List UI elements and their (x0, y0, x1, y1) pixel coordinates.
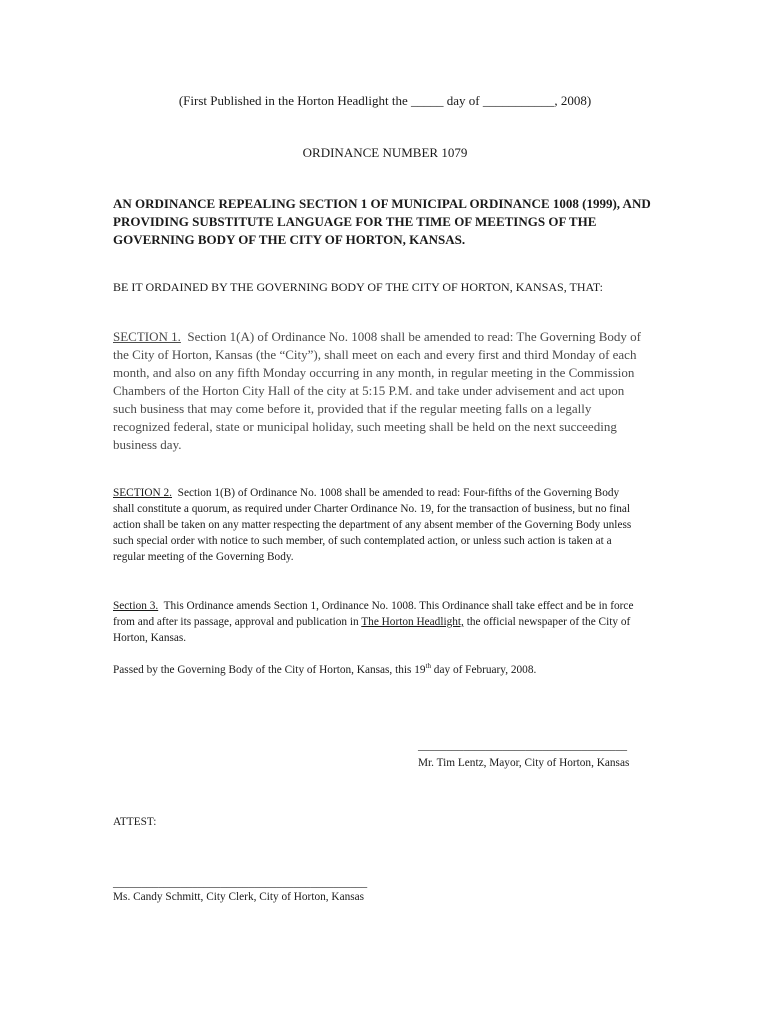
section-3-heading: Section 3. (113, 600, 159, 612)
newspaper-name: The Horton Headlight, (361, 616, 464, 628)
section-1-heading: SECTION 1. (113, 329, 181, 344)
passed-statement (113, 662, 673, 676)
clerk-name: Ms. Candy Schmitt, City Clerk, City of Horton, Kansas (113, 891, 365, 903)
ordained-clause: BE IT ORDAINED BY THE GOVERNING BODY OF THE CITY OF HORTON, KANSAS, THAT: (113, 280, 603, 294)
section-1 (113, 328, 643, 454)
section-3 (113, 598, 643, 646)
mayor-signature-line: _____________________________________ (418, 740, 627, 752)
ordinance-title: AN ORDINANCE REPEALING SECTION 1 OF MUNICIPAL ORDINANCE 1008 (1999), AND PROVIDING SUBSTITUTE LANGUAGE FOR THE TIME OF MEETINGS OF THE GOVERNING BODY OF THE CITY OF HORTON, KANSAS. (113, 196, 651, 247)
section-2 (113, 485, 643, 565)
section-3-text-before: This Ordinance amends Section 1, Ordinance No. 1008. This Ordinance shall take effect and be in force from and after its passage, approval and publication in (113, 600, 634, 628)
section-1-text: Section 1(A) of Ordinance No. 1008 shall be amended to read: The Governing Body of the City of Horton, Kansas (the “City”), shall meet on each and every first and third Monday of each month, and also on any fifth Monday occurring in any month, in regular meeting in the Commission Chambers of the Horton City Hall of the city at 5:15 P.M. and take under advisement and act upon such business that may come before it, provided that if the regular meeting falls on a legally recognized federal, state or municipal holiday, such meeting shall be held on the next succeeding business day. (113, 329, 641, 452)
clerk-signature-line: _____________________________________________ (113, 877, 368, 889)
attest-label: ATTEST: (113, 816, 157, 828)
section-3-text-after: the official newspaper of the City of Horton, Kansas. (113, 616, 631, 644)
mayor-name: Mr. Tim Lentz, Mayor, City of Horton, Kansas (418, 757, 630, 769)
section-2-heading: SECTION 2. (113, 487, 172, 499)
passed-after: day of February, 2008. (430, 663, 537, 676)
passed-ordinal-suffix: th (425, 662, 431, 670)
ordinance-number: ORDINANCE NUMBER 1079 (302, 145, 468, 160)
publication-line: (First Published in the Horton Headlight the _____ day of ___________, 2008) (178, 93, 592, 108)
passed-before: Passed by the Governing Body of the City of Horton, Kansas, this 19 (113, 663, 426, 676)
section-2-text: Section 1(B) of Ordinance No. 1008 shall be amended to read: Four-fifths of the Governing Body shall constitute a quorum, as required under Charter Ordinance No. 19, for the transaction of business, but no final action shall be taken on any matter respecting the department of any absent member of the Governing Body unless such special order with notice to such member, of such contemplated action, or unless such action is taken at a regular meeting of the Governing Body. (113, 487, 632, 563)
